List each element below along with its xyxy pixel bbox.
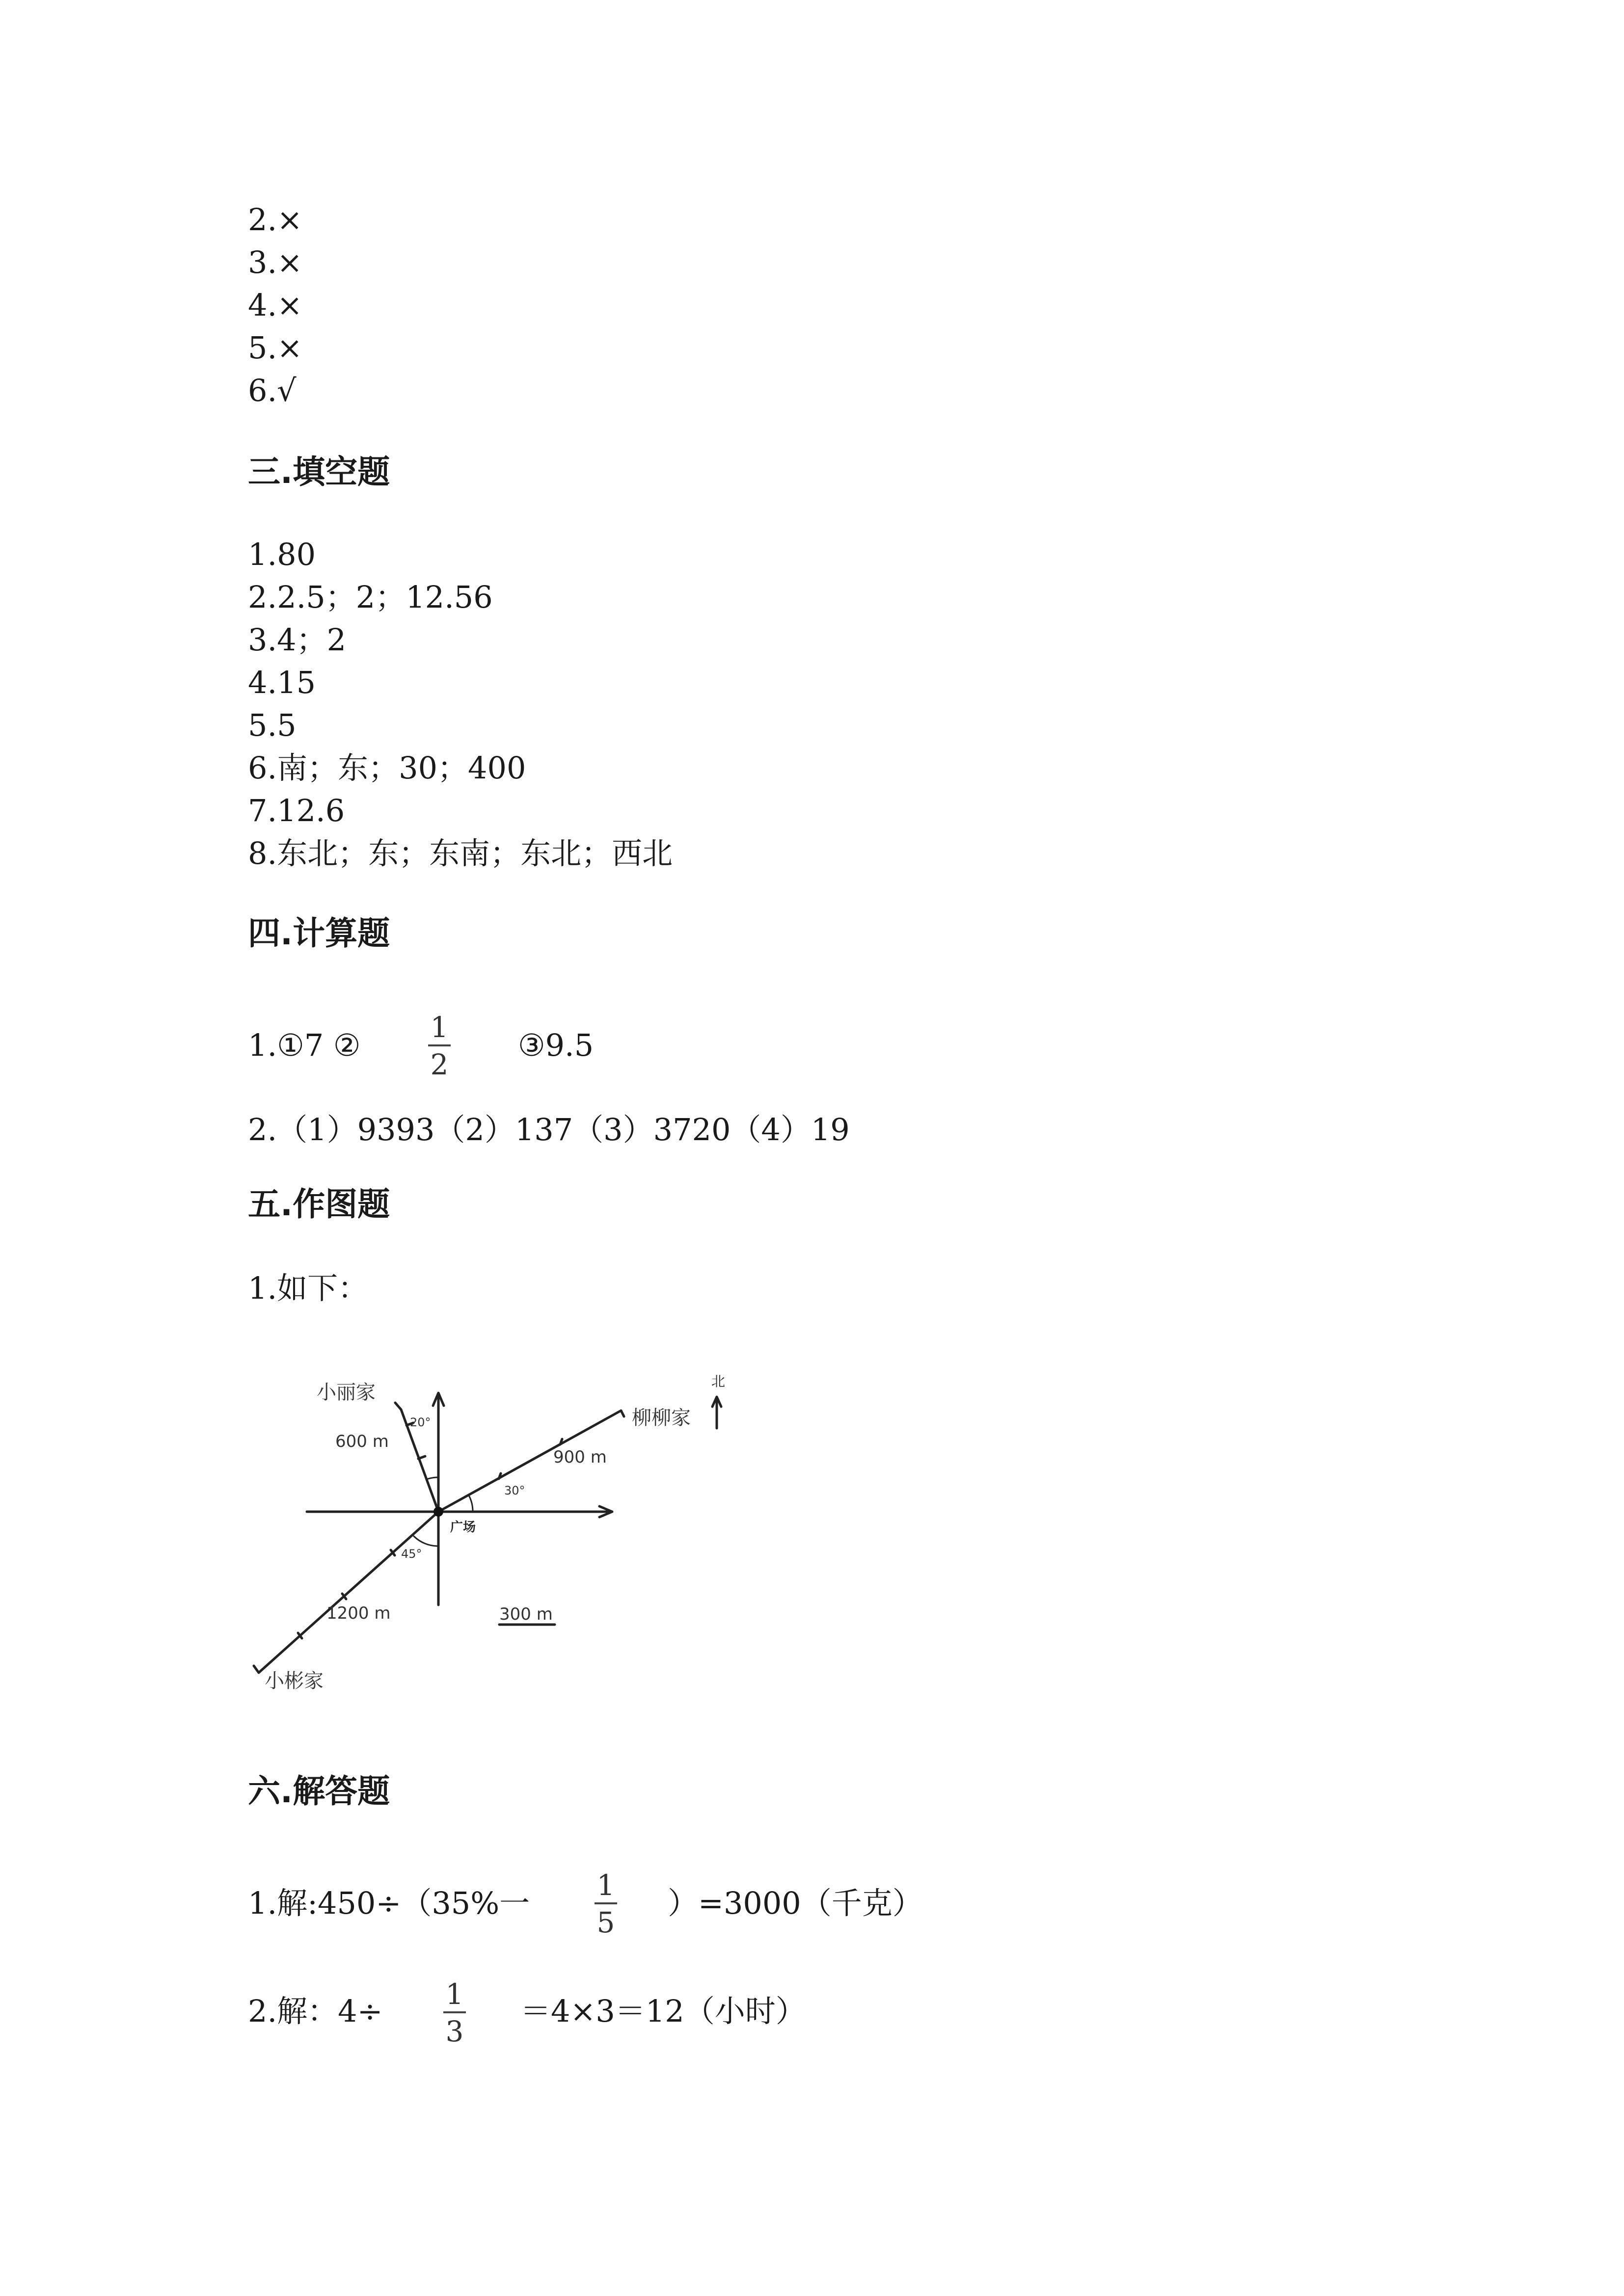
angle-arc-xiaobin bbox=[414, 1536, 438, 1546]
fraction-bar bbox=[428, 1044, 451, 1046]
label-center: 广场 bbox=[450, 1520, 476, 1535]
draw-answer-1: 1.如下： bbox=[248, 1270, 369, 1306]
judge-answer-4: 4.× bbox=[248, 287, 303, 323]
fraction-numerator: 1 bbox=[430, 1011, 449, 1044]
label-north: 北 bbox=[711, 1373, 726, 1389]
judge-answer-2: 2.× bbox=[248, 202, 303, 238]
label-liuliu-home: 柳柳家 bbox=[632, 1407, 691, 1429]
label-distance-xiaoli: 600 m bbox=[335, 1432, 389, 1451]
solve-answer-1-suffix: ）=3000（千克） bbox=[668, 1885, 923, 1921]
calc-answer-1-suffix: ③9.5 bbox=[518, 1027, 594, 1063]
solve-answer-1-prefix: 1.解:450÷（35%一 bbox=[248, 1885, 530, 1921]
fraction-bar bbox=[443, 2011, 466, 2013]
calc-answer-1-fraction bbox=[428, 1012, 451, 1080]
section-heading-solve: 六.解答题 bbox=[248, 1772, 390, 1810]
label-distance-liuliu: 900 m bbox=[553, 1447, 607, 1467]
judge-answer-5: 5.× bbox=[248, 330, 303, 366]
fill-answer-4: 4.15 bbox=[248, 665, 316, 700]
fill-answer-7: 7.12.6 bbox=[248, 793, 345, 828]
fill-answer-5: 5.5 bbox=[248, 707, 297, 743]
solve-answer-2-prefix: 2.解：4÷ bbox=[248, 1993, 383, 2029]
label-angle-liuliu: 30° bbox=[504, 1484, 525, 1497]
fill-answer-6: 6.南；东；30；400 bbox=[248, 750, 526, 786]
fraction-denominator: 5 bbox=[596, 1906, 615, 1939]
cap-xiaobin bbox=[254, 1666, 259, 1673]
label-xiaoli-home: 小丽家 bbox=[317, 1381, 376, 1404]
solve-answer-2-fraction bbox=[443, 1979, 466, 2047]
judge-answer-3: 3.× bbox=[248, 244, 303, 280]
calc-answer-2: 2.（1）9393（2）137（3）3720（4）19 bbox=[248, 1112, 850, 1148]
fraction-denominator: 2 bbox=[430, 1048, 449, 1081]
center-point bbox=[433, 1507, 443, 1517]
cap-liuliu bbox=[621, 1411, 624, 1416]
fraction-numerator: 1 bbox=[445, 1977, 464, 2011]
label-angle-xiaoli: 20° bbox=[410, 1415, 431, 1429]
line-to-xiaobin bbox=[259, 1512, 438, 1673]
label-xiaobin-home: 小彬家 bbox=[265, 1670, 324, 1692]
fill-answer-2: 2.2.5；2；12.56 bbox=[248, 579, 493, 615]
direction-diagram bbox=[248, 1364, 788, 1708]
fill-answer-8: 8.东北；东；东南；东北；西北 bbox=[248, 835, 673, 871]
angle-arc-xiaoli bbox=[427, 1477, 438, 1479]
solve-answer-1-fraction bbox=[595, 1870, 617, 1938]
cap-xiaoli bbox=[395, 1403, 401, 1410]
judge-answer-6: 6.√ bbox=[248, 373, 297, 408]
fraction-bar bbox=[595, 1902, 617, 1904]
section-heading-calc: 四.计算题 bbox=[248, 914, 390, 952]
label-distance-xiaobin: 1200 m bbox=[326, 1603, 391, 1623]
angle-arc-liuliu bbox=[468, 1495, 473, 1512]
section-heading-draw: 五.作图题 bbox=[248, 1185, 390, 1223]
fraction-denominator: 3 bbox=[445, 2015, 464, 2048]
section-heading-fill: 三.填空题 bbox=[248, 453, 390, 491]
fill-answer-1: 1.80 bbox=[248, 536, 316, 572]
fill-answer-3: 3.4；2 bbox=[248, 622, 347, 658]
fraction-numerator: 1 bbox=[596, 1869, 615, 1902]
solve-answer-2-suffix: ＝4×3＝12（小时） bbox=[520, 1993, 806, 2029]
calc-answer-1-prefix: 1.①7 ② bbox=[248, 1027, 361, 1063]
label-scale: 300 m bbox=[499, 1604, 553, 1624]
label-angle-xiaobin: 45° bbox=[401, 1547, 422, 1561]
